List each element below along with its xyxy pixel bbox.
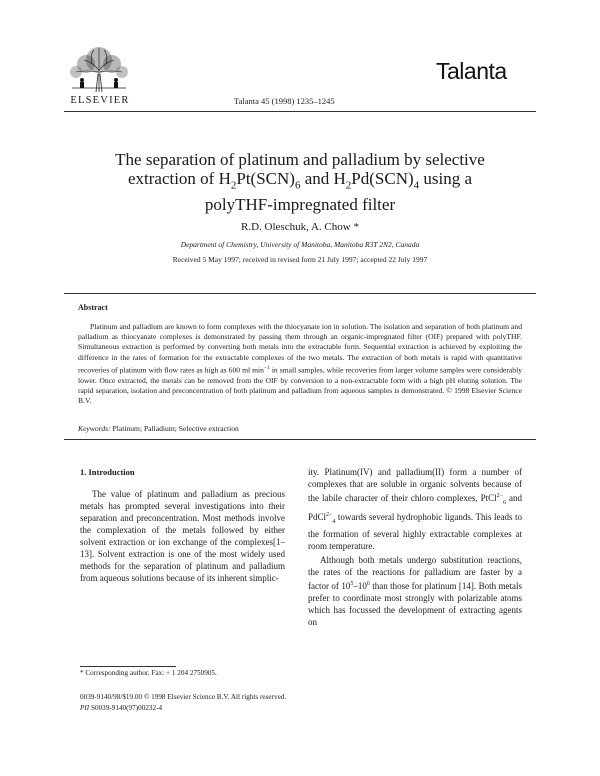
title-line-1: The separation of platinum and palladium by selective <box>115 150 485 169</box>
abstract-superscript: −1 <box>263 364 270 371</box>
abstract-top-divider <box>64 293 536 294</box>
title-subscript: 2 <box>230 179 237 192</box>
journal-title: Talanta <box>436 58 507 84</box>
paragraph <box>308 554 522 628</box>
right-column <box>308 466 522 630</box>
paragraph-text: than those for platinum [14]. Both metals prefer to coordinate most strongly with polarizable atoms which has focussed the development of extracting agents on <box>308 580 522 627</box>
keywords-values: Platinum; Palladium; Selective extraction <box>110 424 239 433</box>
received-dates: Received 5 May 1997; received in revised form 21 July 1997; accepted 22 July 1997 <box>172 255 428 264</box>
paragraph <box>308 466 522 552</box>
title-line-2 <box>70 169 530 195</box>
paragraph-text: –10 <box>353 580 367 591</box>
journal-citation: Talanta 45 (1998) 1235–1245 <box>234 96 335 106</box>
paragraph: The value of platinum and palladium as precious metals has prompted several investigations into their separation and preconcentration. Most methods involve the complexation of the metals followed by either solvent extraction or ion exchange of the complexes[1–13]. Solvent extraction is one of the most widely used methods for the separation of platinum and palladium from aqueous solutions because of its inherent simplic- <box>80 489 285 583</box>
abstract-bottom-divider <box>64 439 536 440</box>
issn-copyright: 0039-9140/98/$19.00 © 1998 Elsevier Science B.V. All rights reserved. <box>80 693 287 701</box>
publisher-name: ELSEVIER <box>70 95 130 106</box>
title-text: extraction of H <box>127 169 231 188</box>
chem-superscript: 2− <box>326 511 333 518</box>
abstract-text: Platinum and palladium are known to form complexes with the thiocyanate ion in solution. The isolation and separation of both platinum and palladium as thiocyanate complexes is demonstrated by passing them through an organic-impregnated filter (OIF) prepared with polyTHF. Simultaneous extraction is performed by converting both metals into the extractable form. Sequential extraction is achieved by exploiting the difference in the rates of formation for the extractable complexes of the two metals. The extraction of both metals is rapid with quantitative recoveries of platinum with flow rates as high as 600 ml min <box>78 322 522 375</box>
left-column <box>80 466 285 586</box>
section-heading-introduction: 1. Introduction <box>80 467 135 477</box>
title-text: Pd(SCN) <box>351 169 414 188</box>
abstract-heading: Abstract <box>78 303 108 312</box>
paragraph-text: and PdCl <box>308 493 523 522</box>
keywords-line <box>78 424 239 433</box>
title-subscript: 6 <box>294 179 301 192</box>
paragraph-text: ity. Platinum(IV) and palladium(II) form a number of complexes that are soluble in organic solvents because of the labile character of their chloro complexes, PtCl <box>308 467 522 503</box>
title-text: using a <box>419 169 473 188</box>
keywords-label: Keywords: <box>78 424 111 433</box>
footnote-divider <box>80 666 176 667</box>
author-list: R.D. Oleschuk, A. Chow * <box>241 221 359 233</box>
title-subscript: 4 <box>413 179 420 192</box>
header-divider <box>64 111 536 112</box>
elsevier-tree-logo <box>62 44 136 100</box>
tree-logo-icon <box>62 44 136 94</box>
pii-label: PII <box>80 704 90 712</box>
author-affiliation: Department of Chemistry, University of Manitoba, Manitoba R3T 2N2, Canada <box>180 240 420 249</box>
paragraph-text: Although both metals undergo substitution reactions, the rates of the reactions for palladium are faster by a factor of 10 <box>308 554 522 591</box>
title-text: Pt(SCN) <box>236 169 295 188</box>
title-text: and H <box>300 169 346 188</box>
chem-subscript: 4 <box>332 518 336 525</box>
paragraph-text: towards several hydrophobic ligands. This leads to the formation of several highly extractable complexes at room temperature. <box>308 511 522 551</box>
pii-line <box>80 704 162 712</box>
corresponding-author-footnote: * Corresponding author. Fax: + 1 204 2750905. <box>80 669 217 677</box>
exponent: 5 <box>350 580 354 587</box>
exponent: 6 <box>366 580 370 587</box>
chem-superscript: 2− <box>496 493 504 499</box>
abstract-body <box>78 322 522 406</box>
abstract-text: in small samples, while recoveries from larger volume samples were considerably lower. Once extracted, the metals can be removed from the OIF by conversion to a non-extractable form with a high pH eluting solution. The rapid separation, isolation and preconcentration of both platinum and palladium from aqueous samples is demonstrated. © 1998 Elsevier Science B.V. <box>78 365 522 405</box>
pii-value: S0039-9140(97)00232-4 <box>89 704 163 712</box>
title-subscript: 2 <box>345 179 352 192</box>
chem-subscript: 6 <box>503 499 507 506</box>
title-line-3: polyTHF-impregnated filter <box>204 195 396 215</box>
article-title <box>70 150 530 214</box>
